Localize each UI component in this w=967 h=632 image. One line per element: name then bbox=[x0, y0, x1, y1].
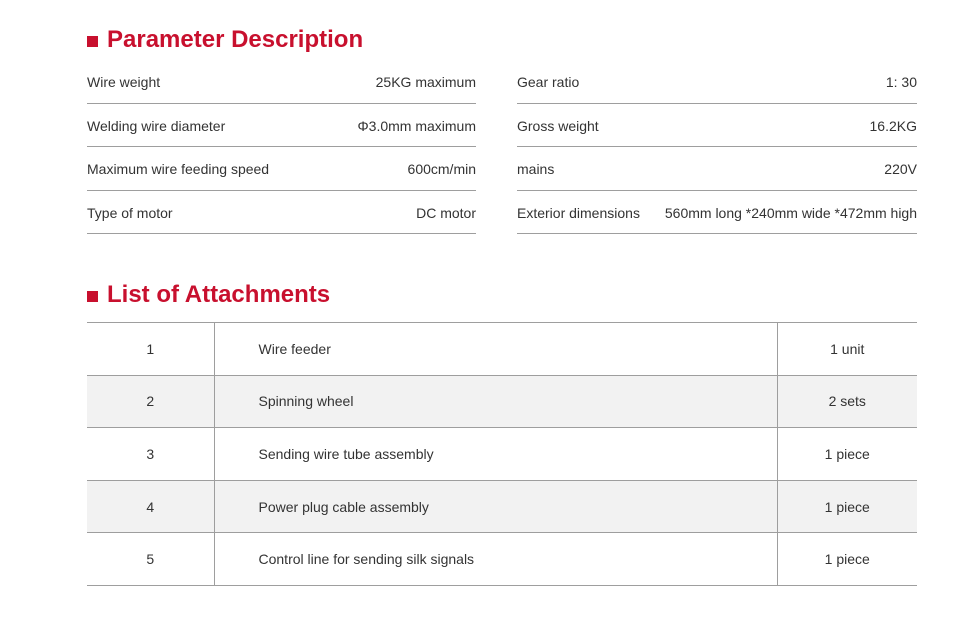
param-row bbox=[517, 191, 917, 235]
attachment-name: Control line for sending silk signals bbox=[214, 533, 777, 586]
attachment-name: Wire feeder bbox=[214, 323, 777, 376]
attachment-number: 1 bbox=[87, 323, 214, 376]
attachment-quantity: 1 piece bbox=[777, 480, 917, 533]
parameter-title-text: Parameter Description bbox=[107, 26, 364, 53]
table-row bbox=[87, 375, 917, 428]
attachment-name: Sending wire tube assembly bbox=[214, 428, 777, 481]
attachments-table bbox=[87, 322, 917, 586]
table-row bbox=[87, 428, 917, 481]
attachments-title-text: List of Attachments bbox=[107, 281, 331, 308]
attachment-number: 3 bbox=[87, 428, 214, 481]
param-label: Exterior dimensions bbox=[517, 204, 640, 221]
param-row bbox=[517, 60, 917, 104]
param-value: 25KG maximum bbox=[375, 74, 476, 91]
param-label: Type of motor bbox=[87, 204, 173, 221]
param-label: mains bbox=[517, 161, 555, 178]
red-square-icon bbox=[87, 36, 98, 47]
parameter-list-right bbox=[517, 60, 917, 234]
param-value: Φ3.0mm maximum bbox=[357, 117, 476, 134]
attachment-quantity: 1 unit bbox=[777, 323, 917, 376]
param-row bbox=[87, 191, 476, 235]
attachment-name: Power plug cable assembly bbox=[214, 480, 777, 533]
parameter-list-left bbox=[87, 60, 476, 234]
attachment-quantity: 2 sets bbox=[777, 375, 917, 428]
attachments-section-title bbox=[87, 281, 330, 309]
attachment-quantity: 1 piece bbox=[777, 533, 917, 586]
param-row bbox=[87, 147, 476, 191]
table-row bbox=[87, 533, 917, 586]
param-value: 560mm long *240mm wide *472mm high bbox=[664, 204, 917, 221]
param-value: 1: 30 bbox=[885, 74, 917, 91]
param-label: Gear ratio bbox=[517, 74, 580, 91]
table-row bbox=[87, 323, 917, 376]
param-value: 16.2KG bbox=[869, 117, 917, 134]
param-row bbox=[517, 104, 917, 148]
param-value: 220V bbox=[884, 161, 917, 178]
table-row bbox=[87, 480, 917, 533]
param-label: Wire weight bbox=[87, 74, 161, 91]
param-row bbox=[87, 104, 476, 148]
param-label: Gross weight bbox=[517, 117, 599, 134]
red-square-icon bbox=[87, 291, 98, 302]
attachment-number: 4 bbox=[87, 480, 214, 533]
param-row bbox=[517, 147, 917, 191]
parameter-section-title bbox=[87, 26, 363, 54]
param-value: DC motor bbox=[416, 204, 476, 221]
attachment-number: 2 bbox=[87, 375, 214, 428]
param-row bbox=[87, 60, 476, 104]
attachment-name: Spinning wheel bbox=[214, 375, 777, 428]
param-label: Maximum wire feeding speed bbox=[87, 161, 270, 178]
param-label: Welding wire diameter bbox=[87, 117, 226, 134]
attachment-quantity: 1 piece bbox=[777, 428, 917, 481]
attachment-number: 5 bbox=[87, 533, 214, 586]
param-value: 600cm/min bbox=[407, 161, 476, 178]
